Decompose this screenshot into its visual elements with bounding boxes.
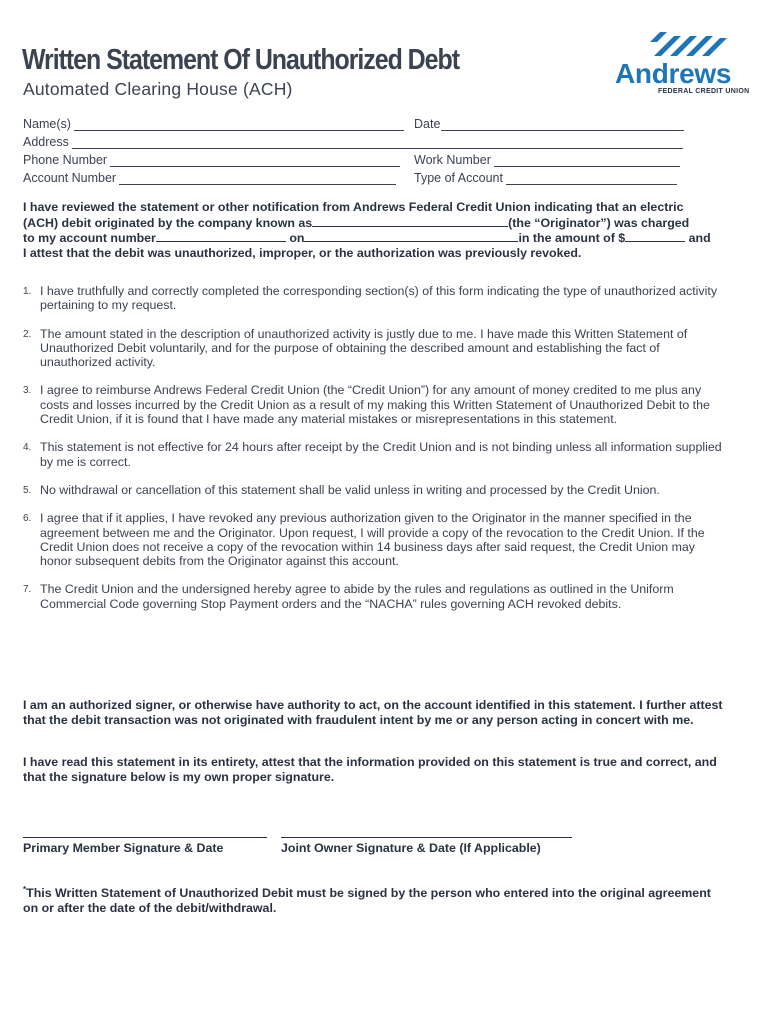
address-input-line[interactable] [72, 136, 683, 149]
attest-line-1: I have reviewed the statement or other notification from Andrews Federal Credit Union indicating that an electric [23, 200, 684, 214]
list-item: 6. I agree that if it applies, I have revoked any previous authorization given to the Originator in the manner specified in the agreement between me and the Originator. Upon request, I will provide a copy of the revocation to the Credit Union. If the Credit Union does not receive a copy of the revocation within 14 business days after said request, the Credit Union may honor subsequent debits from the Originator against this account. [23, 511, 705, 569]
account-type-input-line[interactable] [506, 172, 677, 185]
page-subtitle: Automated Clearing House (ACH) [23, 79, 293, 99]
footnote-mark: * [23, 885, 27, 894]
terms-list [23, 284, 723, 611]
date-on-input-line[interactable] [304, 230, 518, 242]
work-number-field [414, 153, 680, 167]
date-field [414, 117, 684, 131]
footnote-text: This Written Statement of Unauthorized Debit must be signed by the person who entered into the original agreement on or after the date of the debit/withdrawal. [23, 886, 711, 915]
attest-charged-label: (the “Originator”) was charged [508, 215, 690, 230]
list-item: 7. The Credit Union and the undersigned hereby agree to abide by the rules and regulations as outlined in the Uniform Commercial Code governing Stop Payment orders and the “NACHA” rules governing ACH revoked debits. [23, 582, 674, 611]
attest-line-3 [23, 230, 733, 246]
date-label: Date [414, 117, 441, 131]
account-type-label: Type of Account [414, 171, 503, 185]
phone-label: Phone Number [23, 153, 108, 167]
list-item: 4. This statement is not effective for 24 hours after receipt by the Credit Union and is not binding unless all information supplied by me is correct. [23, 440, 722, 469]
address-field [23, 135, 683, 149]
attest-account-label: to my account number [23, 231, 156, 245]
account-type-field [414, 171, 677, 185]
joint-signature-line[interactable] [281, 837, 572, 838]
attest-originator-label: (ACH) debit originated by the company known as [23, 215, 313, 230]
list-item: 2. The amount stated in the description of unauthorized activity is justly due to me. I have made this Written Statement of Unauthorized Debit voluntarily, and for the purpose of obtaining the described amount and establishing the fact of unauthorized activity. [23, 326, 688, 370]
logo-name: Andrews [615, 58, 732, 89]
originator-input-line[interactable] [312, 215, 508, 227]
read-statement-paragraph: I have read this statement in its entirety, attest that the information provided on this statement is true and correct, and that the signature below is my own proper signature. [23, 755, 717, 784]
names-label: Name(s) [23, 117, 71, 131]
page-title: Written Statement Of Unauthorized Debt [22, 44, 459, 76]
list-item: 3. I agree to reimburse Andrews Federal Credit Union (the “Credit Union”) for any amount of money credited to me plus any costs and losses incurred by the Credit Union as a result of my making this Written Statement of Unauthorized Debit to the Credit Union, if it is found that I have made any material mistakes or misrepresentations in this statement. [23, 383, 710, 427]
andrews-logo [612, 30, 750, 100]
account-input-line[interactable] [156, 230, 286, 242]
authorized-signer-paragraph: I am an authorized signer, or otherwise have authority to act, on the account identified in this statement. I further attest that the debit transaction was not originated with fraudulent intent by me or any person acting in concert with me. [23, 698, 723, 727]
account-number-field [23, 171, 396, 185]
date-input-line[interactable] [441, 118, 684, 131]
logo-subtext: FEDERAL CREDIT UNION [658, 88, 750, 95]
list-item: 1. I have truthfully and correctly completed the corresponding section(s) of this form indicating the type of unauthorized activity pertaining to my request. [23, 284, 718, 313]
list-item: 5. No withdrawal or cancellation of this statement shall be valid unless in writing and processed by the Credit Union. [23, 482, 660, 497]
names-field [23, 117, 404, 131]
primary-signature-line[interactable] [23, 837, 267, 838]
attest-paragraph [23, 200, 733, 260]
names-input-line[interactable] [74, 118, 404, 131]
attest-line-4: I attest that the debit was unauthorized, improper, or the authorization was previously revoked. [23, 245, 582, 260]
work-number-input-line[interactable] [494, 154, 680, 167]
primary-signature-label: Primary Member Signature & Date [23, 841, 224, 855]
attest-on-label: on [289, 231, 305, 245]
joint-signature-label: Joint Owner Signature & Date (If Applicable) [281, 841, 541, 855]
attest-line-2 [23, 215, 733, 231]
account-number-label: Account Number [23, 171, 117, 185]
phone-field [23, 153, 400, 167]
amount-input-line[interactable] [625, 230, 685, 242]
address-label: Address [23, 135, 69, 149]
work-number-label: Work Number [414, 153, 491, 167]
account-number-input-line[interactable] [119, 172, 396, 185]
footnote [23, 883, 723, 915]
phone-input-line[interactable] [110, 154, 400, 167]
attest-and-label: and [688, 231, 711, 245]
attest-amount-label: in the amount of $ [518, 231, 626, 245]
